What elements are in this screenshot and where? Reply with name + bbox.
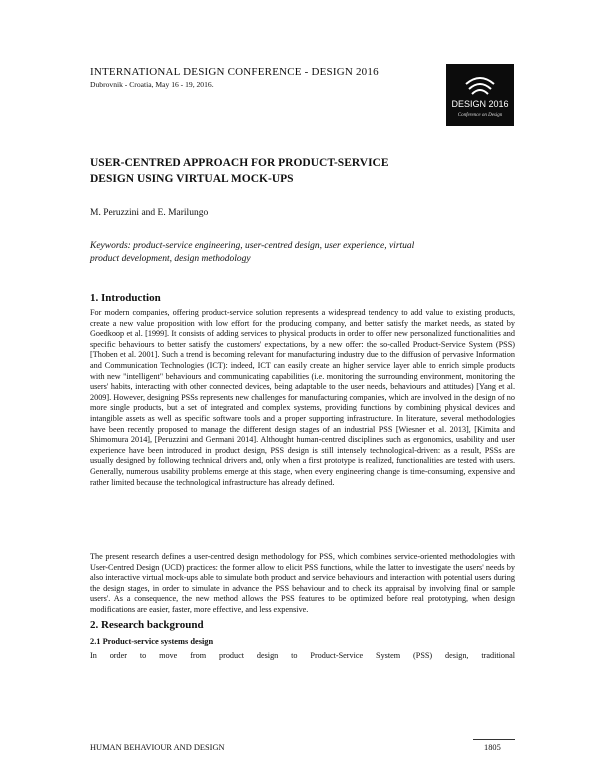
conference-logo <box>446 64 514 126</box>
conference-location-date: Dubrovnik - Croatia, May 16 - 19, 2016. <box>90 80 214 89</box>
introduction-paragraph-1: For modern companies, offering product-service solution represents a widespread tendency to add value to existing products, create a new value proposition with low effort for the producing company, and better satisfy the market needs, as stated by Goedkoop et al. [1999]. It consists of adding services to physical products in order to offer new personalized functionalities and specific behaviours to better satisfy the customers' expectations, by a new offer: the so-called Product-Service System (PSS) [Thoben et al. 2001]. Such a trend is becoming relevant for manufacturing industry due to the diffusion of pervasive Information and Communication Technologies (ICT): indeed, ICT can easily create an higher service layer able to enrich simple products with new "intelligent" behaviours and communicating capabilities (i.e. monitoring the surrounding environment, monitoring the users' habits, interacting with other connected devices, being adaptable to the user needs, behaviours and attitudes) [Yang et al. 2009]. However, designing PSSs represents new challenges for manufacturing companies, which are involved in the design of no more single products, but a set of integrated and complex systems, providing functions by combining physical devices and intangible assets as well as specific software tools and a proper supporting infrastructure. In literature, several methodologies have been recently proposed to manage the different design stages of an industrial PSS [Wiesner et al. 2013], [Kimita and Shimomura 2014], [Peruzzini and Germani 2014]. Althought human-centred disciplines such as ergonomics, usability and user experience have been introduced in product design, PSS design is still intensely technological-driven: as a result, PSSs are usually designed by following technical drivers and, only when a first prototype is realized, functionalities are tested with users. Generally, numerous usability problems emerge at this stage, when every engineering change is time-consuming, expensive and rather limited because the technological infrastructure has already defined. <box>90 308 515 487</box>
section-heading-introduction: 1. Introduction <box>90 292 161 304</box>
subsection-heading-pss-design: 2.1 Product-service systems design <box>90 637 214 646</box>
paper-title: USER-CENTRED APPROACH FOR PRODUCT-SERVICE DESIGN USING VIRTUAL MOCK-UPS <box>90 157 389 185</box>
conference-title: INTERNATIONAL DESIGN CONFERENCE - DESIGN 2016 <box>90 66 379 78</box>
paper-keywords: Keywords: product-service engineering, user-centred design, user experience, virtual product development, design methodology <box>90 241 415 264</box>
page-number: 1805 <box>484 743 501 752</box>
section-heading-research-background: 2. Research background <box>90 619 204 631</box>
footer-divider <box>473 739 515 740</box>
subsection-paragraph-1: In order to move from product design to Product-Service System (PSS) design, traditional <box>90 651 515 660</box>
paper-authors: M. Peruzzini and E. Marilungo <box>90 208 209 218</box>
logo-text: DESIGN 2016 <box>451 99 509 109</box>
introduction-paragraph-2: The present research defines a user-centred design methodology for PSS, which combines service-oriented methodologies with User-Centred Design (UCD) practices: the former allow to elicit PSS functions, while the latter to investigate the users' needs by also interactive virtual mock-ups able to simulate both product and service behaviours and interaction with potential users during the design stages, in order to simulate in advance the PSS behaviour and to check its appraisal by involving final or sample users'. As a consequence, the new method allows the PSS features to be optimized before real prototyping, when design modifications are easier, faster, more effective, and less expensive. <box>90 552 515 614</box>
logo-subtext: Conference on Design <box>457 113 503 118</box>
footer-track-title: HUMAN BEHAVIOUR AND DESIGN <box>90 743 225 752</box>
